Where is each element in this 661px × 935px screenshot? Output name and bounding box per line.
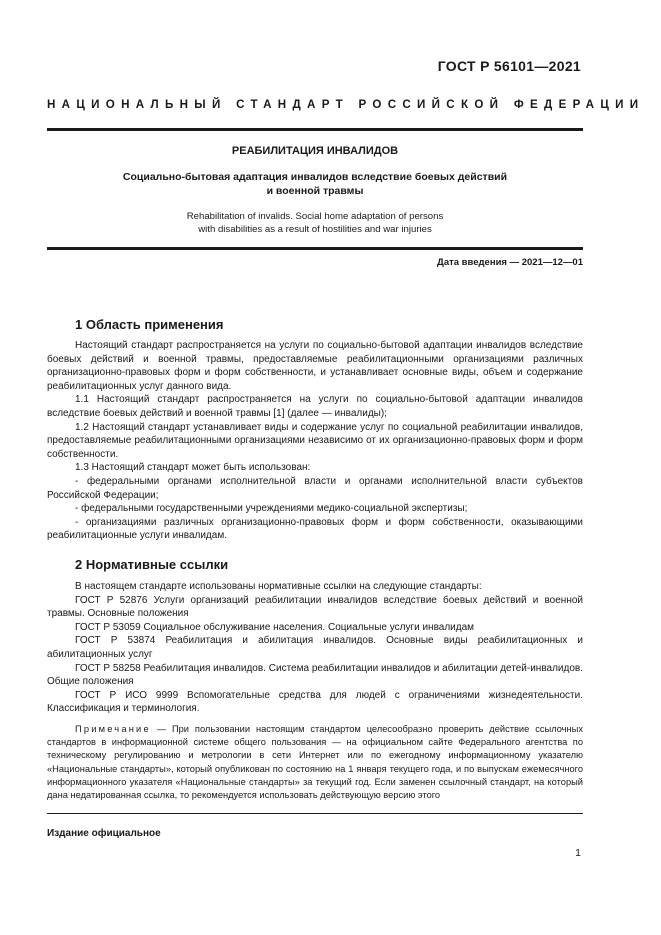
subtitle-ru-line1: Социально-бытовая адаптация инвалидов вследствие боевых действий xyxy=(122,171,508,183)
note-label: Примечание xyxy=(75,724,151,734)
section-2-body xyxy=(47,580,583,716)
reference-item: ГОСТ Р 53874 Реабилитация и абилитация инвалидов. Основные виды реабилитационных и абилитационных услуг xyxy=(47,635,583,660)
paragraph: 1.3 Настоящий стандарт может быть использован: xyxy=(75,462,311,474)
note-paragraph xyxy=(47,723,583,802)
paragraph: 1.1 Настоящий стандарт распространяется на услуги по социально-бытовой адаптации инвалидов вследствие боевых действий и военной травмы [1] (далее — инвалиды); xyxy=(47,394,583,419)
reference-item: ГОСТ Р 52876 Услуги организаций реабилитации инвалидов вследствие боевых действий и военной травмы. Основные положения xyxy=(47,594,583,620)
footer-divider xyxy=(47,813,583,814)
reference-item: ГОСТ Р ИСО 9999 Вспомогательные средства для людей с ограничениями жизнедеятельности. Классификация и терминология. xyxy=(47,689,583,715)
note-text: — При пользовании настоящим стандартом целесообразно проверить действие ссылочных стандартов в информационной системе общего пользования — на официальном сайте Федерального агентства по техническому регулированию и метрологии в сети Интернет или по ежегодному информационному указателю «Национальные стандарты», который опубликован по состоянию на 1 января текущего года, и по выпускам ежемесячного информационного указателя «Национальные стандарты» за текущий год. Если заменен ссылочный стандарт, на который дана недатированная ссылка, то рекомендуется использовать действующую версию этого xyxy=(47,724,583,801)
date-of-introduction: Дата введения — 2021—12—01 xyxy=(437,257,583,268)
document-subtitle-ru xyxy=(47,170,583,198)
paragraph: 1.2 Настоящий стандарт устанавливает виды и содержание услуг по социальной реабилитации инвалидов, предоставляемые реабилитационными организациями независимо от их организационно-правовых форм и форм собственности. xyxy=(47,421,583,460)
subtitle-ru-line2: и военной травмы xyxy=(266,185,364,197)
national-standard-banner: НАЦИОНАЛЬНЫЙ СТАНДАРТ РОССИЙСКОЙ ФЕДЕРАЦИИ xyxy=(47,98,645,111)
list-item: - организациями различных организационно-правовых форм и форм собственности, оказывающими реабилитационные услуги инвалидам. xyxy=(47,516,583,542)
reference-item: ГОСТ Р 53059 Социальное обслуживание населения. Социальные услуги инвалидам xyxy=(75,621,475,633)
official-edition-label: Издание официальное xyxy=(47,828,161,839)
title-divider xyxy=(47,247,583,250)
document-title-ru: РЕАБИЛИТАЦИЯ ИНВАЛИДОВ xyxy=(231,145,399,157)
title-en-line1: Rehabilitation of invalids. Social home adaptation of persons xyxy=(186,211,444,222)
paragraph: Настоящий стандарт распространяется на услуги по социально-бытовой адаптации инвалидов вследствие боевых действий и военной травмы, предоставляемые реабилитационными организациями различных организационно-правовых форм и форм собственности, и устанавливает основные виды, объем и содержание реабилитационных услуг данного вида. xyxy=(47,340,583,392)
document-title-en xyxy=(47,210,583,236)
gost-number: ГОСТ Р 56101—2021 xyxy=(437,58,581,74)
page-number: 1 xyxy=(575,847,581,859)
section-2-heading: 2 Нормативные ссылки xyxy=(75,557,229,572)
section-1-heading: 1 Область применения xyxy=(75,317,224,332)
section-1-body xyxy=(47,339,583,543)
reference-item: ГОСТ Р 58258 Реабилитация инвалидов. Система реабилитации инвалидов и абилитации детей-инвалидов. Общие положения xyxy=(47,662,583,688)
top-divider xyxy=(47,128,583,131)
list-item: - федеральными государственными учреждениями медико-социальной экспертизы; xyxy=(75,503,468,515)
paragraph: В настоящем стандарте использованы нормативные ссылки на следующие стандарты: xyxy=(75,581,482,592)
note-block xyxy=(47,723,583,802)
title-en-line2: with disabilities as a result of hostilities and war injuries xyxy=(198,224,432,235)
list-item: - федеральными органами исполнительной власти и органами исполнительной власти субъектов Российской Федерации; xyxy=(47,475,583,501)
